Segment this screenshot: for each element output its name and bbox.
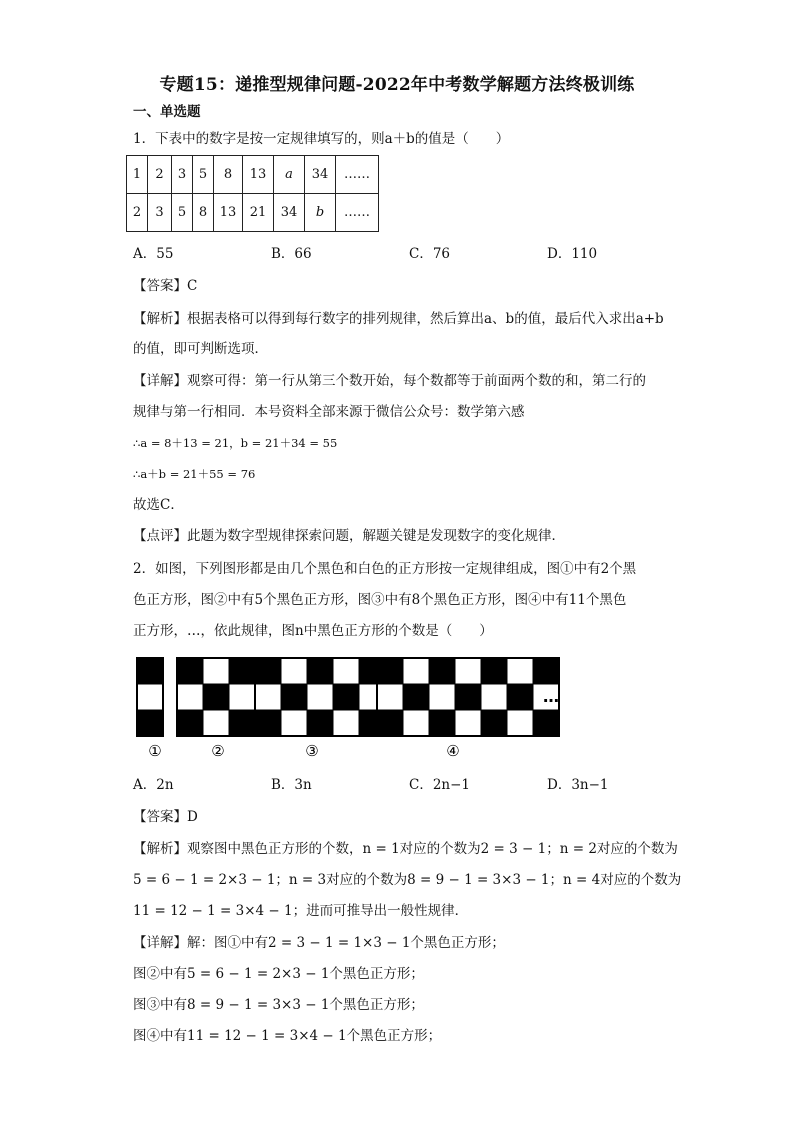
white-square: [403, 658, 429, 684]
table-cell: ……: [336, 194, 379, 232]
white-square: [507, 658, 533, 684]
checkerboard-figure: [137, 658, 163, 736]
q2-detail-line: 【详解】解：图①中有2 = 3 − 1 = 1×3 − 1个黑色正方形；: [133, 935, 505, 951]
black-square: [307, 658, 333, 684]
table-cell: 5: [172, 194, 193, 232]
table-cell: 5: [193, 156, 214, 194]
black-square: [403, 684, 429, 710]
q2-detail-line: 图④中有11 = 12 − 1 = 3×4 − 1个黑色正方形；: [133, 1028, 442, 1044]
table-cell: 2: [127, 194, 148, 232]
black-square: [177, 658, 203, 684]
q1-sequence-table: [126, 155, 379, 232]
black-square: [455, 684, 481, 710]
white-square: [307, 684, 333, 710]
table-cell: 13: [243, 156, 274, 194]
checkerboard-figure: [255, 658, 385, 736]
white-square: [203, 658, 229, 684]
table-cell: 13: [214, 194, 243, 232]
figure-label: ②: [211, 742, 225, 760]
black-square: [533, 658, 559, 684]
q2-detail-line: 图②中有5 = 6 − 1 = 2×3 − 1个黑色正方形；: [133, 966, 424, 982]
option-a: A．2n: [133, 777, 174, 793]
table-cell: ……: [336, 156, 379, 194]
white-square: [455, 658, 481, 684]
option-b: B．66: [271, 246, 312, 262]
black-square: [229, 658, 255, 684]
table-cell: 8: [193, 194, 214, 232]
page-title: 专题15：递推型规律问题-2022年中考数学解题方法终极训练: [159, 75, 635, 95]
black-square: [481, 710, 507, 736]
table-cell: 34: [274, 194, 305, 232]
white-square: [203, 710, 229, 736]
white-square: [377, 684, 403, 710]
q1-comment: 【点评】此题为数字型规律探索问题，解题关键是发现数字的变化规律．: [133, 528, 565, 544]
q1-analysis-line: 【解析】根据表格可以得到每行数字的排列规律，然后算出a、b的值，最后代入求出a+b: [133, 311, 664, 327]
white-square: [255, 684, 281, 710]
table-cell: a: [274, 156, 305, 194]
black-square: [203, 684, 229, 710]
black-square: [307, 710, 333, 736]
table-cell: 3: [172, 156, 193, 194]
figure-label: ①: [148, 742, 162, 760]
option-b: B．3n: [271, 777, 312, 793]
white-square: [177, 684, 203, 710]
section-heading: 一、单选题: [133, 104, 201, 120]
black-square: [255, 710, 281, 736]
black-square: [137, 710, 163, 736]
checkerboard-figure: [377, 658, 559, 736]
option-d: D．3n−1: [547, 777, 609, 793]
black-square: [177, 710, 203, 736]
white-square: [403, 710, 429, 736]
table-row: [127, 194, 379, 232]
q2-answer: 【答案】D: [133, 809, 198, 825]
table-cell: 8: [214, 156, 243, 194]
option-a: A．55: [133, 246, 174, 262]
table-cell: 34: [305, 156, 336, 194]
q2-stem-line: 正方形，…，依此规律，图n中黑色正方形的个数是（ ）: [133, 623, 493, 639]
black-square: [429, 710, 455, 736]
table-cell: 1: [127, 156, 148, 194]
white-square: [507, 710, 533, 736]
table-cell: 21: [243, 194, 274, 232]
q2-stem-line: 色正方形，图②中有5个黑色正方形，图③中有8个黑色正方形，图④中有11个黑色: [133, 592, 627, 608]
q1-conclusion: 故选C．: [133, 497, 184, 513]
q2-detail-line: 图③中有8 = 9 − 1 = 3×3 − 1个黑色正方形；: [133, 997, 424, 1013]
black-square: [255, 658, 281, 684]
black-square: [281, 684, 307, 710]
q2-analysis-line: 11 = 12 − 1 = 3×4 − 1；进而可推导出一般性规律．: [133, 903, 469, 919]
black-square: [429, 658, 455, 684]
figure-label: ③: [305, 742, 319, 760]
q1-detail-line: 【详解】观察可得：第一行从第三个数开始，每个数都等于前面两个数的和，第二行的: [133, 373, 646, 389]
black-square: [137, 658, 163, 684]
black-square: [507, 684, 533, 710]
table-row: [127, 156, 379, 194]
option-d: D．110: [547, 246, 598, 262]
q2-analysis-line: 【解析】观察图中黑色正方形的个数，n = 1对应的个数为2 = 3 − 1；n = 2对应的个数为: [133, 841, 678, 857]
table-cell: b: [305, 194, 336, 232]
checkerboard-figure: [177, 658, 255, 736]
white-square: [333, 658, 359, 684]
q1-stem: 1．下表中的数字是按一定规律填写的，则a＋b的值是（ ）: [133, 131, 510, 147]
white-square: [229, 684, 255, 710]
q1-analysis-line: 的值，即可判断选项．: [133, 341, 268, 357]
black-square: [481, 658, 507, 684]
white-square: [137, 684, 163, 710]
ellipsis: …: [543, 687, 559, 706]
white-square: [333, 710, 359, 736]
q1-calc-line: ∴a = 8＋13 = 21，b = 21＋34 = 55: [133, 436, 338, 450]
white-square: [281, 658, 307, 684]
q2-stem-line: 2．如图，下列图形都是由几个黑色和白色的正方形按一定规律组成，图①中有2个黑: [133, 561, 637, 577]
white-square: [455, 710, 481, 736]
table-cell: 2: [148, 156, 172, 194]
checkerboard-figures: [135, 656, 575, 764]
black-square: [377, 710, 403, 736]
q1-answer: 【答案】C: [133, 278, 198, 294]
option-c: C．2n−1: [409, 777, 471, 793]
q1-calc-line: ∴a＋b = 21＋55 = 76: [133, 467, 256, 481]
white-square: [429, 684, 455, 710]
option-c: C．76: [409, 246, 451, 262]
white-square: [281, 710, 307, 736]
white-square: [481, 684, 507, 710]
q2-analysis-line: 5 = 6 − 1 = 2×3 − 1；n = 3对应的个数为8 = 9 − 1 = 3×3 − 1；n = 4对应的个数为: [133, 872, 682, 888]
black-square: [333, 684, 359, 710]
figure-label: ④: [446, 742, 460, 760]
black-square: [229, 710, 255, 736]
black-square: [533, 710, 559, 736]
q1-detail-line: 规律与第一行相同．本号资料全部来源于微信公众号：数学第六感: [133, 404, 525, 420]
table-cell: 3: [148, 194, 172, 232]
black-square: [377, 658, 403, 684]
